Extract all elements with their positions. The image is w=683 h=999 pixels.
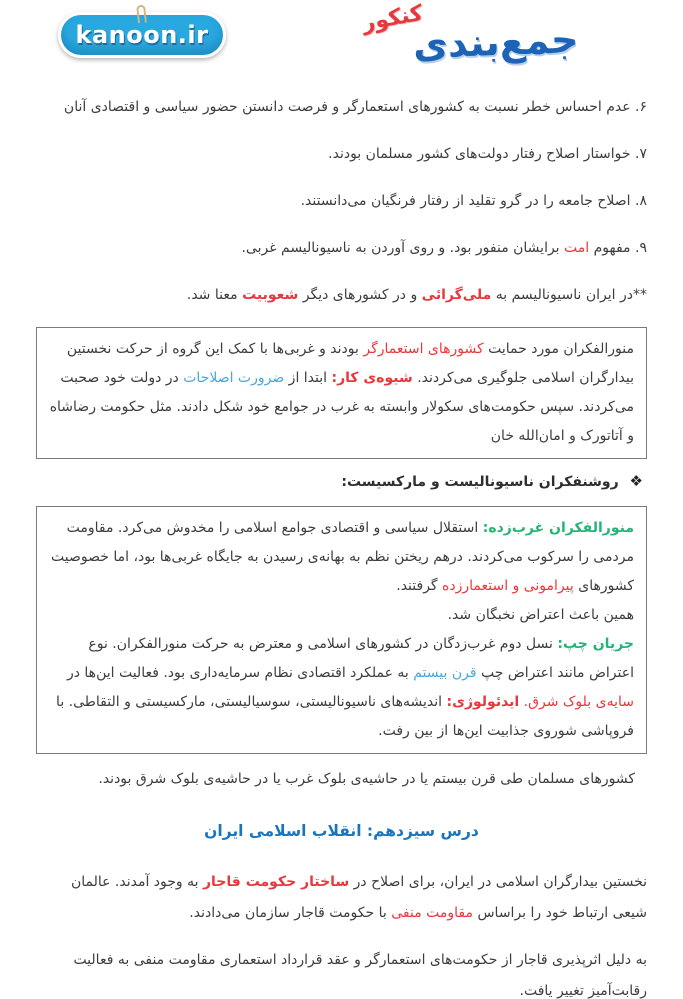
text-segment: شیوه‌ی کار:	[331, 370, 413, 386]
text-segment: ابتدا از	[284, 370, 332, 386]
text-segment: معنا شد.	[186, 287, 243, 303]
text-segment: ۷. خواستار اصلاح رفتار دولت‌های کشور مسلمان بودند.	[328, 146, 647, 162]
box2-paragraph-1	[49, 514, 634, 601]
konkur-summary-logo	[358, 0, 638, 67]
text-segment: جریان چپ:	[557, 636, 634, 652]
intellectuals-heading-label: روشنفکران ناسیونالیست و مارکسیست:	[341, 474, 619, 490]
text-segment: و در کشورهای دیگر	[298, 287, 422, 303]
paperclip-icon	[136, 5, 147, 24]
document-body	[0, 68, 683, 999]
list-item-7	[36, 139, 647, 170]
text-segment: به دلیل اثرپذیری قاجار از حکومت‌های استعمارگر و عقد قرارداد استعماری مقاومت منفی به فعالیت رقابت‌آمیز تغییر یافت.	[73, 952, 647, 999]
text-segment: منورالفکران مورد حمایت	[483, 341, 634, 357]
text-segment: سایه‌ی بلوک شرق.	[523, 694, 634, 710]
enlightened-intellectuals-box	[36, 327, 647, 459]
qajar-paragraph-2	[36, 945, 647, 999]
nationalism-note	[36, 280, 647, 311]
text-segment: در دولت خود صحبت می‌کردند. سپس حکومت‌های سکولار وابسته به غرب در جوامع خود شکل دادند. مثل حکومت رضاشاه و آتاتورک و امان‌الله خان	[49, 370, 634, 444]
text-segment: بودند و غربی‌ها با کمک این گروه از حرکت نخستین بیدارگران اسلامی جلوگیری می‌کردند.	[66, 341, 634, 386]
text-segment: شعوبیت	[242, 287, 299, 303]
text-segment: ۸. اصلاح جامعه را در گرو تقلید از رفتار فرنگیان می‌دانستند.	[300, 193, 647, 209]
kanoon-logo-text: kanoon.ir	[75, 21, 209, 49]
text-segment: برایشان منفور بود. و روی آوردن به ناسیونالیسم غربی.	[241, 240, 565, 256]
text-segment: ملی‌گرائی	[421, 287, 492, 303]
kanoon-logo	[58, 12, 226, 58]
list-item-8	[36, 186, 647, 217]
text-segment: همین باعث اعتراض نخبگان شد.	[447, 607, 634, 623]
brand-jambandi-text: جمع‌بندی	[411, 17, 579, 67]
text-segment: استقلال سیاسی و اقتصادی جوامع اسلامی را مخدوش می‌کرد. مقاومت مردمی را سرکوب می‌کردند. درهم ریختن نظم به بهانه‌ی رسیدن به جایگاه غربی‌ها بود، اما خصوصیت کشورهای	[51, 520, 634, 594]
text-segment: با حکومت قاجار سازمان می‌دادند.	[189, 905, 392, 921]
text-segment: نسل دوم غرب‌زدگان در کشورهای اسلامی و معترض به حرکت منورالفکران. نوع اعتراض مانند اعتراض چپ	[88, 636, 634, 681]
bloc-summary-line	[36, 764, 647, 795]
text-segment: **در ایران ناسیونالیسم به	[491, 287, 647, 303]
brand-konkur-text: کنکور	[360, 0, 425, 37]
text-segment: اندیشه‌های ناسیونالیستی، سوسیالیستی، مارکسیستی و التقاطی. با فروپاشی شوروی جذابیت این‌ها از بین رفت.	[56, 694, 634, 739]
diamond-bullet-icon: ❖	[629, 472, 643, 490]
text-segment: ایدئولوژی:	[446, 694, 520, 710]
text-segment: امت	[564, 240, 590, 256]
list-item-6	[36, 92, 647, 123]
text-segment: ضرورت اصلاحات	[183, 370, 285, 386]
text-segment: به وجود آمدند. عالمان شیعی ارتباط خود را براساس	[70, 874, 647, 921]
text-segment: گرفتند.	[396, 578, 443, 594]
list-item-9	[36, 233, 647, 264]
text-segment: کشورهای مسلمان طی قرن بیستم یا در حاشیه‌ی بلوک غرب یا در حاشیه‌ی بلوک شرق بودند.	[98, 771, 635, 787]
box1-paragraph	[49, 335, 634, 451]
box2-paragraph-2	[49, 601, 634, 630]
text-segment: به عملکرد اقتصادی نظام سرمایه‌داری بود. فعالیت این‌ها در	[66, 665, 414, 681]
text-segment: مقاومت منفی	[391, 905, 474, 921]
text-segment: نخستین بیدارگران اسلامی در ایران، برای اصلاح در	[349, 874, 647, 890]
page-header	[0, 0, 683, 68]
text-segment: منورالفکران غرب‌زده:	[482, 520, 634, 536]
text-segment: ۹. مفهوم	[589, 240, 647, 256]
lesson-13-heading: درس سیزدهم: انقلاب اسلامی ایران	[204, 822, 479, 840]
text-segment: قرن بیستم	[413, 665, 477, 681]
box2-paragraph-3	[49, 630, 634, 746]
westernized-intellectuals-box	[36, 506, 647, 754]
qajar-paragraph-1	[36, 867, 647, 929]
text-segment: کشورهای استعمارگر	[363, 341, 484, 357]
text-segment: ۶. عدم احساس خطر نسبت به کشورهای استعمارگر و فرصت دانستن حضور سیاسی و اقتصادی آنان	[63, 99, 647, 115]
text-segment: پیرامونی و استعمارزده	[442, 578, 574, 594]
text-segment: ساختار حکومت قاجار	[202, 874, 350, 890]
intellectuals-heading	[36, 469, 643, 494]
